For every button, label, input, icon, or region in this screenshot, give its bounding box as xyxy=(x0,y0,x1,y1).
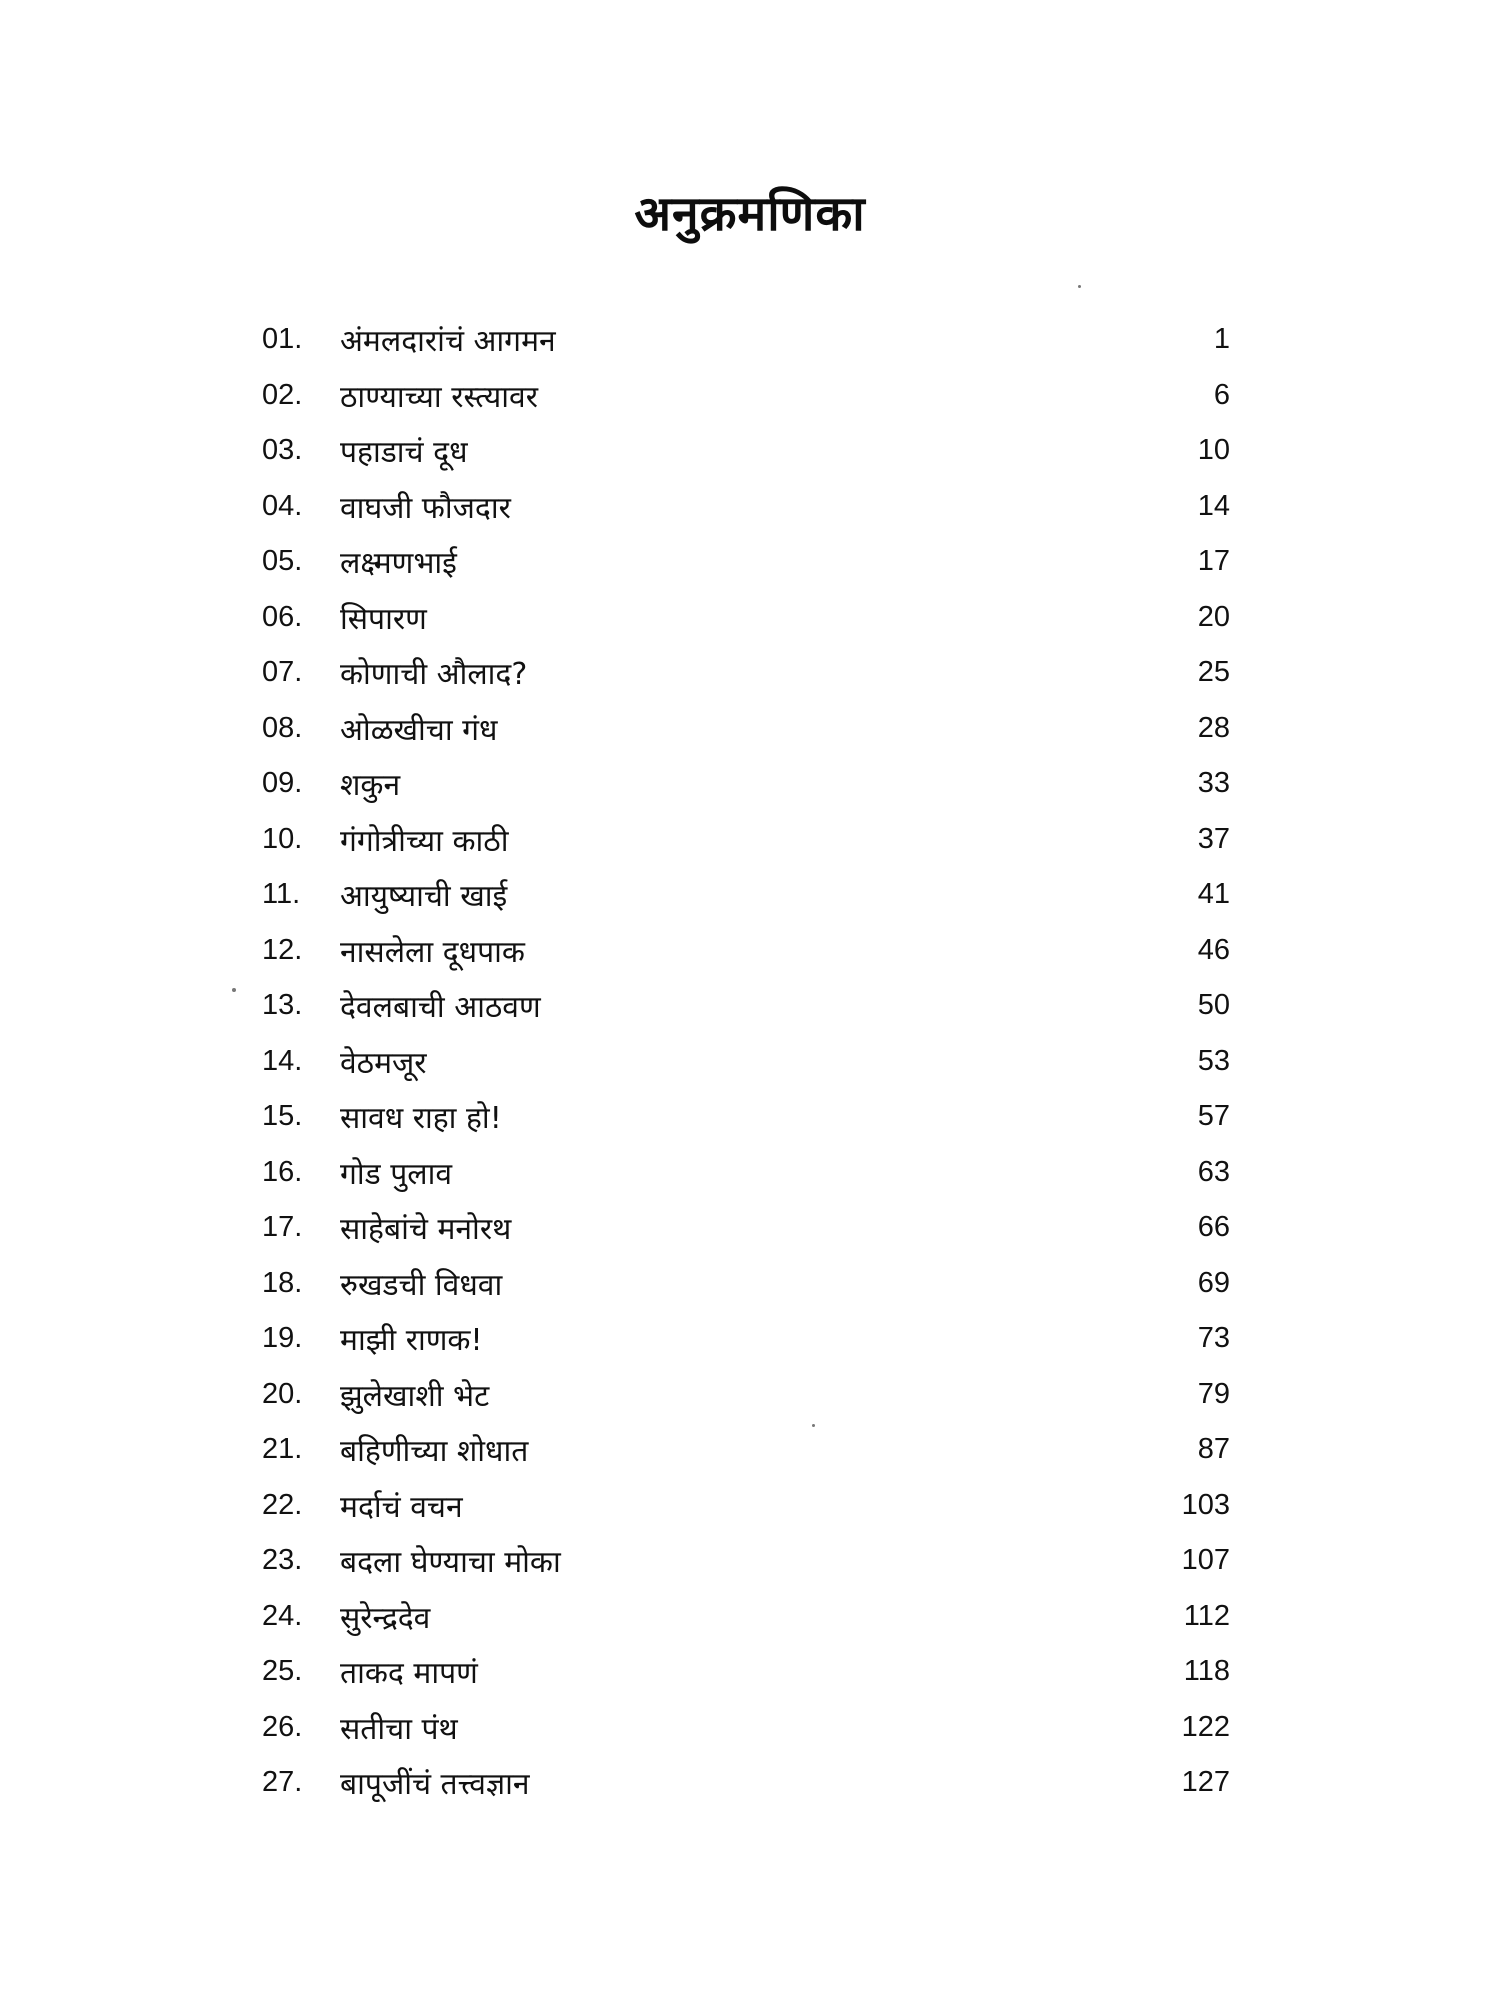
page-number: 79 xyxy=(1197,1377,1230,1410)
chapter-title: बहिणीच्या शोधात xyxy=(340,1434,529,1470)
chapter-number: 20. xyxy=(262,1377,303,1410)
table-of-contents xyxy=(262,312,1230,1811)
chapter-title: कोणाची औलाद? xyxy=(340,657,528,693)
chapter-title: वेठमजूर xyxy=(340,1045,427,1081)
page-number: 66 xyxy=(1197,1211,1230,1244)
chapter-title: बदला घेण्याचा मोका xyxy=(340,1545,561,1581)
chapter-number: 27. xyxy=(262,1766,303,1799)
toc-entry xyxy=(262,812,1230,868)
toc-entry xyxy=(262,1367,1230,1423)
chapter-title: बापूजींचं तत्त्वज्ञान xyxy=(340,1767,530,1803)
chapter-title: शकुन xyxy=(340,768,401,804)
page-number: 57 xyxy=(1197,1100,1230,1133)
page-number: 69 xyxy=(1197,1266,1230,1299)
toc-entry xyxy=(262,590,1230,646)
page-number: 50 xyxy=(1197,989,1230,1022)
chapter-number: 08. xyxy=(262,711,303,744)
chapter-number: 24. xyxy=(262,1599,303,1632)
toc-entry xyxy=(262,1145,1230,1201)
chapter-number: 21. xyxy=(262,1433,303,1466)
page-number: 10 xyxy=(1197,434,1230,467)
toc-entry xyxy=(262,534,1230,590)
page-number: 37 xyxy=(1197,822,1230,855)
chapter-number: 16. xyxy=(262,1155,303,1188)
toc-entry xyxy=(262,1200,1230,1256)
chapter-number: 05. xyxy=(262,545,303,578)
toc-entry xyxy=(262,1478,1230,1534)
page-number: 87 xyxy=(1197,1433,1230,1466)
chapter-title: ओळखीचा गंध xyxy=(340,712,498,748)
chapter-number: 19. xyxy=(262,1322,303,1355)
toc-entry xyxy=(262,1644,1230,1700)
page-number: 17 xyxy=(1197,545,1230,578)
chapter-title: लक्ष्मणभाई xyxy=(340,546,457,582)
chapter-title: वाघजी फौजदार xyxy=(340,490,511,526)
chapter-title: मर्दाचं वचन xyxy=(340,1489,463,1525)
chapter-title: सतीचा पंथ xyxy=(340,1711,458,1747)
page-number: 127 xyxy=(1181,1766,1230,1799)
chapter-number: 12. xyxy=(262,933,303,966)
chapter-title: रुखडची विधवा xyxy=(340,1267,503,1303)
chapter-title: ताकद मापणं xyxy=(340,1656,478,1692)
page-number: 107 xyxy=(1181,1544,1230,1577)
chapter-number: 14. xyxy=(262,1044,303,1077)
page-number: 20 xyxy=(1197,600,1230,633)
page-number: 73 xyxy=(1197,1322,1230,1355)
page-number: 118 xyxy=(1183,1655,1230,1688)
chapter-number: 01. xyxy=(262,323,303,356)
toc-entry xyxy=(262,312,1230,368)
toc-entry xyxy=(262,368,1230,424)
chapter-title: नासलेला दूधपाक xyxy=(340,934,525,970)
chapter-number: 06. xyxy=(262,600,303,633)
page-number: 103 xyxy=(1181,1488,1230,1521)
chapter-title: माझी राणक! xyxy=(340,1323,483,1359)
chapter-title: गंगोत्रीच्या काठी xyxy=(340,823,509,859)
toc-entry xyxy=(262,1700,1230,1756)
toc-entry xyxy=(262,1256,1230,1312)
page-number: 33 xyxy=(1197,767,1230,800)
page-number: 1 xyxy=(1213,323,1230,356)
page-number: 14 xyxy=(1197,489,1230,522)
toc-entry xyxy=(262,1755,1230,1811)
chapter-title: गोड पुलाव xyxy=(340,1156,453,1192)
chapter-title: सुरेन्द्रदेव xyxy=(340,1600,431,1636)
page-number: 122 xyxy=(1181,1710,1230,1743)
chapter-title: सावध राहा हो! xyxy=(340,1101,502,1137)
chapter-number: 11. xyxy=(262,878,301,911)
chapter-title: साहेबांचे मनोरथ xyxy=(340,1212,512,1248)
chapter-title: पहाडाचं दूध xyxy=(340,435,468,471)
toc-entry xyxy=(262,1533,1230,1589)
page-number: 6 xyxy=(1213,378,1230,411)
chapter-title: देवलबाची आठवण xyxy=(340,990,541,1026)
toc-entry xyxy=(262,756,1230,812)
page-number: 25 xyxy=(1197,656,1230,689)
page-number: 28 xyxy=(1197,711,1230,744)
toc-entry xyxy=(262,867,1230,923)
toc-entry xyxy=(262,1422,1230,1478)
chapter-number: 25. xyxy=(262,1655,303,1688)
page-number: 53 xyxy=(1197,1044,1230,1077)
chapter-number: 18. xyxy=(262,1266,303,1299)
chapter-number: 22. xyxy=(262,1488,303,1521)
chapter-number: 13. xyxy=(262,989,303,1022)
chapter-number: 04. xyxy=(262,489,303,522)
page-number: 46 xyxy=(1197,933,1230,966)
page-number: 41 xyxy=(1197,878,1230,911)
chapter-number: 07. xyxy=(262,656,303,689)
page-title: अनुक्रमणिका xyxy=(634,186,866,242)
chapter-title: ठाण्याच्या रस्त्यावर xyxy=(340,379,538,415)
chapter-title: सिपारण xyxy=(340,601,427,637)
scan-speck xyxy=(812,1424,815,1427)
toc-entry xyxy=(262,923,1230,979)
toc-entry xyxy=(262,645,1230,701)
toc-entry xyxy=(262,1034,1230,1090)
toc-entry xyxy=(262,423,1230,479)
page-number: 63 xyxy=(1197,1155,1230,1188)
chapter-number: 03. xyxy=(262,434,303,467)
toc-entry xyxy=(262,978,1230,1034)
toc-entry xyxy=(262,1589,1230,1645)
chapter-title: अंमलदारांचं आगमन xyxy=(340,324,556,360)
chapter-number: 23. xyxy=(262,1544,303,1577)
chapter-title: आयुष्याची खाई xyxy=(340,879,508,915)
chapter-number: 10. xyxy=(262,822,303,855)
chapter-number: 09. xyxy=(262,767,303,800)
chapter-number: 26. xyxy=(262,1710,303,1743)
chapter-number: 15. xyxy=(262,1100,303,1133)
page-number: 112 xyxy=(1183,1599,1230,1632)
chapter-number: 17. xyxy=(262,1211,303,1244)
chapter-title: झुलेखाशी भेट xyxy=(340,1378,490,1414)
toc-entry xyxy=(262,1311,1230,1367)
toc-entry xyxy=(262,1089,1230,1145)
toc-entry xyxy=(262,479,1230,535)
toc-entry xyxy=(262,701,1230,757)
scan-speck xyxy=(1078,285,1081,288)
scan-speck xyxy=(232,988,236,992)
chapter-number: 02. xyxy=(262,378,303,411)
